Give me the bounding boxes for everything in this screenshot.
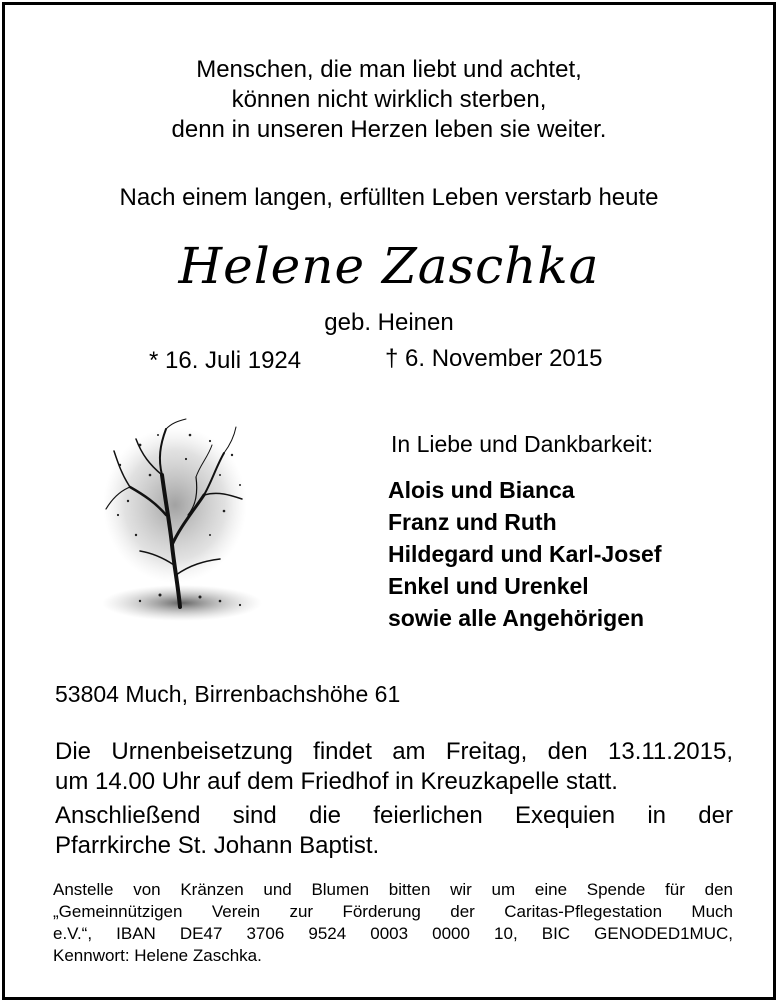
donation-notice [53, 879, 733, 967]
funeral-line: Anschließend sind die feierlichen Exequien in der [55, 802, 733, 829]
poem [5, 55, 773, 145]
mourners-list [388, 474, 661, 634]
donation-line: „Gemeinnützigen Verein zur Förderung der Caritas-Pflegestation Much [53, 902, 733, 921]
mourner-entry: sowie alle Angehörigen [388, 605, 645, 631]
mourner-entry: Hildegard und Karl-Josef [388, 541, 662, 567]
tree-illustration [100, 415, 270, 630]
poem-line: denn in unseren Herzen leben sie weiter. [171, 116, 607, 143]
death-date: † 6. November 2015 [385, 345, 603, 372]
address: 53804 Much, Birrenbachshöhe 61 [55, 681, 401, 707]
funeral-line: Die Urnenbeisetzung findet am Freitag, den 13.11.2015, [55, 738, 733, 765]
born-name: geb. Heinen [324, 309, 454, 336]
donation-line: Anstelle von Kränzen und Blumen bitten wir um eine Spende für den [53, 880, 733, 899]
obituary-card [2, 2, 776, 1000]
funeral-line: um 14.00 Uhr auf dem Friedhof in Kreuzkapelle statt. [55, 768, 618, 795]
poem-line: Menschen, die man liebt und achtet, [196, 56, 582, 83]
poem-line: können nicht wirklich sterben, [231, 86, 547, 113]
donation-line: e.V.“, IBAN DE47 3706 9524 0003 0000 10, BIC GENODED1MUC, [53, 924, 733, 943]
thanks-line: In Liebe und Dankbarkeit: [391, 431, 654, 457]
deceased-name: Helene Zaschka [178, 237, 600, 295]
mourner-entry: Alois und Bianca [388, 477, 575, 503]
funeral-notice [55, 737, 733, 861]
tree-icon [100, 415, 270, 625]
mourner-entry: Franz und Ruth [388, 509, 557, 535]
funeral-line: Pfarrkirche St. Johann Baptist. [55, 832, 380, 859]
birth-date: * 16. Juli 1924 [149, 347, 302, 374]
mourner-entry: Enkel und Urenkel [388, 573, 589, 599]
intro-text: Nach einem langen, erfüllten Leben verstarb heute [119, 184, 659, 211]
donation-line: Kennwort: Helene Zaschka. [53, 946, 262, 965]
